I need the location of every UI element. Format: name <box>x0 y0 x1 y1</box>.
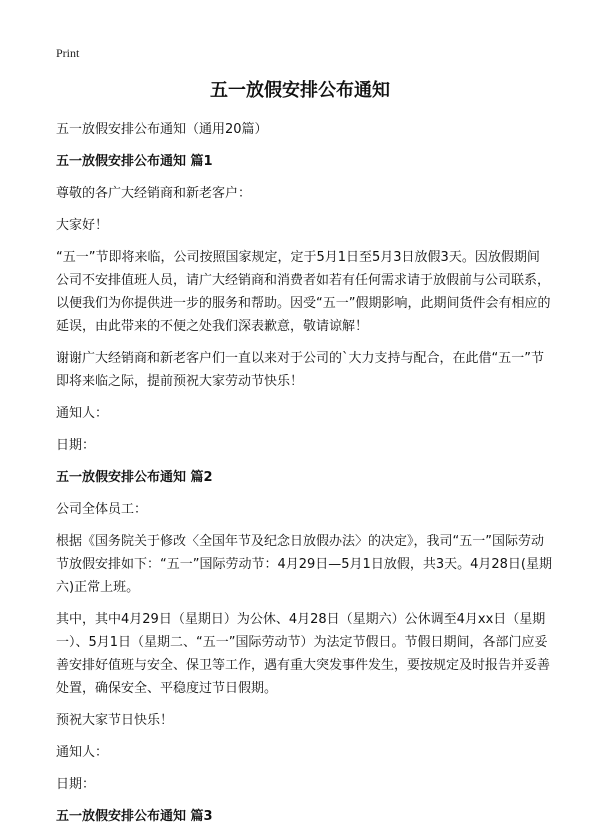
section-heading: 五一放假安排公布通知 篇1 <box>56 154 213 169</box>
document-body <box>56 118 552 828</box>
section-heading: 五一放假安排公布通知 篇2 <box>56 470 213 485</box>
paragraph: 根据《国务院关于修改〈全国年节及纪念日放假办法〉的决定》，我司“五一”国际劳动节放假安排如下：“五一”国际劳动节：4月29日—5月1日放假，共3天。4月28日(星期六)正常上班。 <box>56 534 552 595</box>
paragraph: 通知人： <box>56 406 109 421</box>
paragraph: 公司全体员工： <box>56 502 148 517</box>
paragraph: 谢谢广大经销商和新老客户们一直以来对于公司的`大力支持与配合，在此借“五一”节即将来临之际，提前预祝大家劳动节快乐！ <box>56 351 544 389</box>
document-title: 五一放假安排公布通知 <box>210 80 390 101</box>
section-heading: 五一放假安排公布通知 篇3 <box>56 809 213 824</box>
paragraph: 五一放假安排公布通知（通用20篇） <box>56 122 268 137</box>
paragraph: 预祝大家节日快乐！ <box>56 713 174 728</box>
paragraph: 尊敬的各广大经销商和新老客户： <box>56 186 252 201</box>
paragraph: 通知人： <box>56 745 109 760</box>
print-link[interactable]: Print <box>56 46 80 60</box>
paragraph: 其中，其中4月29日（星期日）为公休、4月28日（星期六）公休调至4月xx日（星期一）、5月1日（星期二、“五一”国际劳动节）为法定节假日。节假日期间，各部门应妥善安排好值班与安全、保卫等工作，遇有重大突发事件发生，要按规定及时报告并妥善处置，确保安全、平稳度过节日假期。 <box>56 612 551 696</box>
paragraph: “五一”节即将来临，公司按照国家规定，定于5月1日至5月3日放假3天。因放假期间公司不安排值班人员，请广大经销商和消费者如若有任何需求请于放假前与公司联系，以便我们为你提供进一步的服务和帮助。因受“五一”假期影响，此期间货件会有相应的延误，由此带来的不便之处我们深表歉意，敬请谅解！ <box>56 250 551 334</box>
paragraph: 日期： <box>56 777 96 792</box>
paragraph: 大家好！ <box>56 218 109 233</box>
paragraph: 日期： <box>56 438 96 453</box>
